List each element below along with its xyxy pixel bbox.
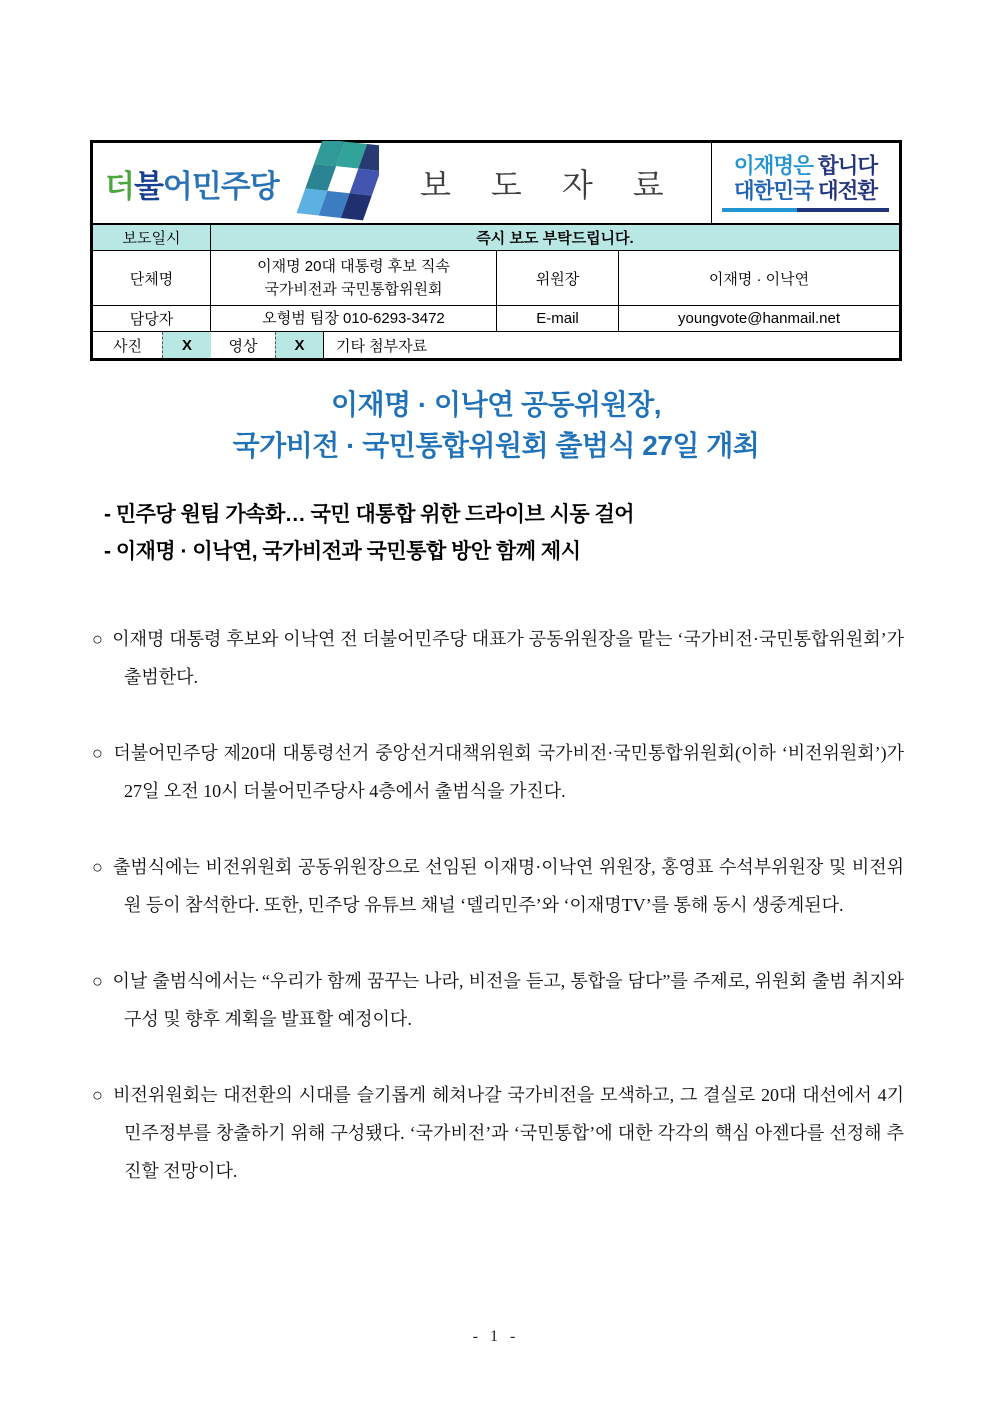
paragraph-2-bullet: ○ bbox=[92, 743, 105, 763]
slogan-line1-dark: 합니다 bbox=[812, 154, 878, 178]
slogan-line1-light: 이재명은 bbox=[733, 154, 813, 178]
party-logo-char-navy: 불 bbox=[133, 168, 163, 204]
chair-label: 위원장 bbox=[497, 251, 619, 305]
chair-value: 이재명 · 이낙연 bbox=[708, 270, 810, 288]
org-value-line2: 국가비전과 국민통합위원회 bbox=[264, 281, 443, 298]
attachment-row bbox=[93, 331, 899, 358]
paragraph-2 bbox=[92, 734, 904, 810]
headline-line1: 이재명 · 이낙연 공동위원장, bbox=[331, 389, 661, 420]
slogan-line2-light: 대한민국 bbox=[733, 179, 813, 203]
party-logo-chars-blue: 어민주당 bbox=[162, 168, 279, 204]
email-value: youngvote@hanmail.net bbox=[678, 310, 840, 327]
org-label: 단체명 bbox=[93, 251, 211, 305]
party-logo bbox=[105, 143, 379, 223]
paragraph-1-bullet: ○ bbox=[92, 629, 104, 649]
paragraph-5-text: 비전위원회는 대전환의 시대를 슬기롭게 헤쳐나갈 국가비전을 모색하고, 그 결실로 20대 대선에서 4기 민주정부를 창출하기 위해 구성됐다. ‘국가비전’과 ‘국민통합’에 대한 각각의 핵심 아젠다를 선정해 추진할 전망이다. bbox=[113, 1085, 904, 1181]
headline-line2: 국가비전 · 국민통합위원회 출범식 27일 개최 bbox=[232, 430, 760, 461]
press-info-table bbox=[90, 140, 902, 361]
photo-label: 사진 bbox=[113, 337, 142, 355]
paragraph-1-text: 이재명 대통령 후보와 이낙연 전 더불어민주당 대표가 공동위원장을 맡는 ‘국가비전·국민통합위원회’가 출범한다. bbox=[112, 629, 905, 687]
party-logo-text bbox=[105, 161, 279, 206]
slogan-underline-right bbox=[797, 208, 889, 212]
party-flag-icon bbox=[283, 141, 379, 223]
brand-cell bbox=[93, 143, 712, 223]
document-type-title: 보 도 자 료 bbox=[420, 167, 680, 203]
campaign-slogan-line2 bbox=[734, 179, 877, 204]
subheadline-2: - 이재명 · 이낙연, 국가비전과 국민통합 방안 함께 제시 bbox=[104, 540, 581, 563]
manager-value: 오형범 팀장 010-6293-3472 bbox=[211, 306, 497, 331]
release-row bbox=[93, 223, 899, 250]
org-value bbox=[211, 251, 497, 305]
subheadline-1: - 민주당 원팀 가속화… 국민 대통합 위한 드라이브 시동 걸어 bbox=[104, 503, 635, 526]
subheadline-block bbox=[104, 496, 904, 570]
org-value-line1: 이재명 20대 대통령 후보 직속 bbox=[257, 257, 450, 275]
paragraph-5-bullet: ○ bbox=[92, 1085, 105, 1105]
manager-label: 담당자 bbox=[93, 306, 211, 331]
slogan-underline-left bbox=[722, 208, 798, 212]
slogan-line2-dark: 대전환 bbox=[812, 179, 878, 203]
party-logo-char-green: 더 bbox=[105, 168, 134, 204]
organization-row bbox=[93, 250, 899, 305]
etc-attachment-label: 기타 첨부자료 bbox=[323, 332, 899, 358]
paragraph-5 bbox=[92, 1076, 904, 1190]
paragraph-4-bullet: ○ bbox=[92, 971, 104, 991]
page-number: - 1 - bbox=[472, 1328, 520, 1345]
photo-checkbox: X bbox=[162, 332, 211, 358]
paragraph-1 bbox=[92, 620, 904, 696]
paragraph-3-bullet: ○ bbox=[92, 857, 104, 877]
video-checkbox: X bbox=[275, 332, 323, 358]
campaign-logo bbox=[712, 143, 899, 223]
paragraph-4-text: 이날 출범식에서는 “우리가 함께 꿈꾸는 나라, 비전을 듣고, 통합을 담다”를 주제로, 위원회 출범 취지와 구성 및 향후 계획을 발표할 예정이다. bbox=[112, 971, 905, 1029]
paragraph-2-text: 더불어민주당 제20대 대통령선거 중앙선거대책위원회 국가비전·국민통합위원회(이하 ‘비전위원회’)가 27일 오전 10시 더불어민주당사 4층에서 출범식을 가진다. bbox=[113, 743, 905, 801]
email-label: E-mail bbox=[497, 306, 619, 331]
release-date-value: 즉시 보도 부탁드립니다. bbox=[476, 230, 634, 247]
manager-row bbox=[93, 305, 899, 331]
paragraph-3 bbox=[92, 848, 904, 924]
video-label: 영상 bbox=[228, 337, 258, 355]
campaign-slogan-line1 bbox=[734, 154, 877, 179]
paragraph-4 bbox=[92, 962, 904, 1038]
body-text bbox=[92, 620, 904, 1228]
paragraph-3-text: 출범식에는 비전위원회 공동위원장으로 선임된 이재명·이낙연 위원장, 홍영표 수석부위원장 및 비전위원 등이 참석한다. 또한, 민주당 유튜브 채널 ‘델리민주’와 ‘이재명TV’를 통해 동시 생중계된다. bbox=[112, 857, 904, 915]
slogan-underline bbox=[722, 208, 890, 212]
headline bbox=[0, 384, 992, 466]
table-header-row bbox=[93, 143, 899, 223]
release-date-label: 보도일시 bbox=[93, 225, 211, 250]
